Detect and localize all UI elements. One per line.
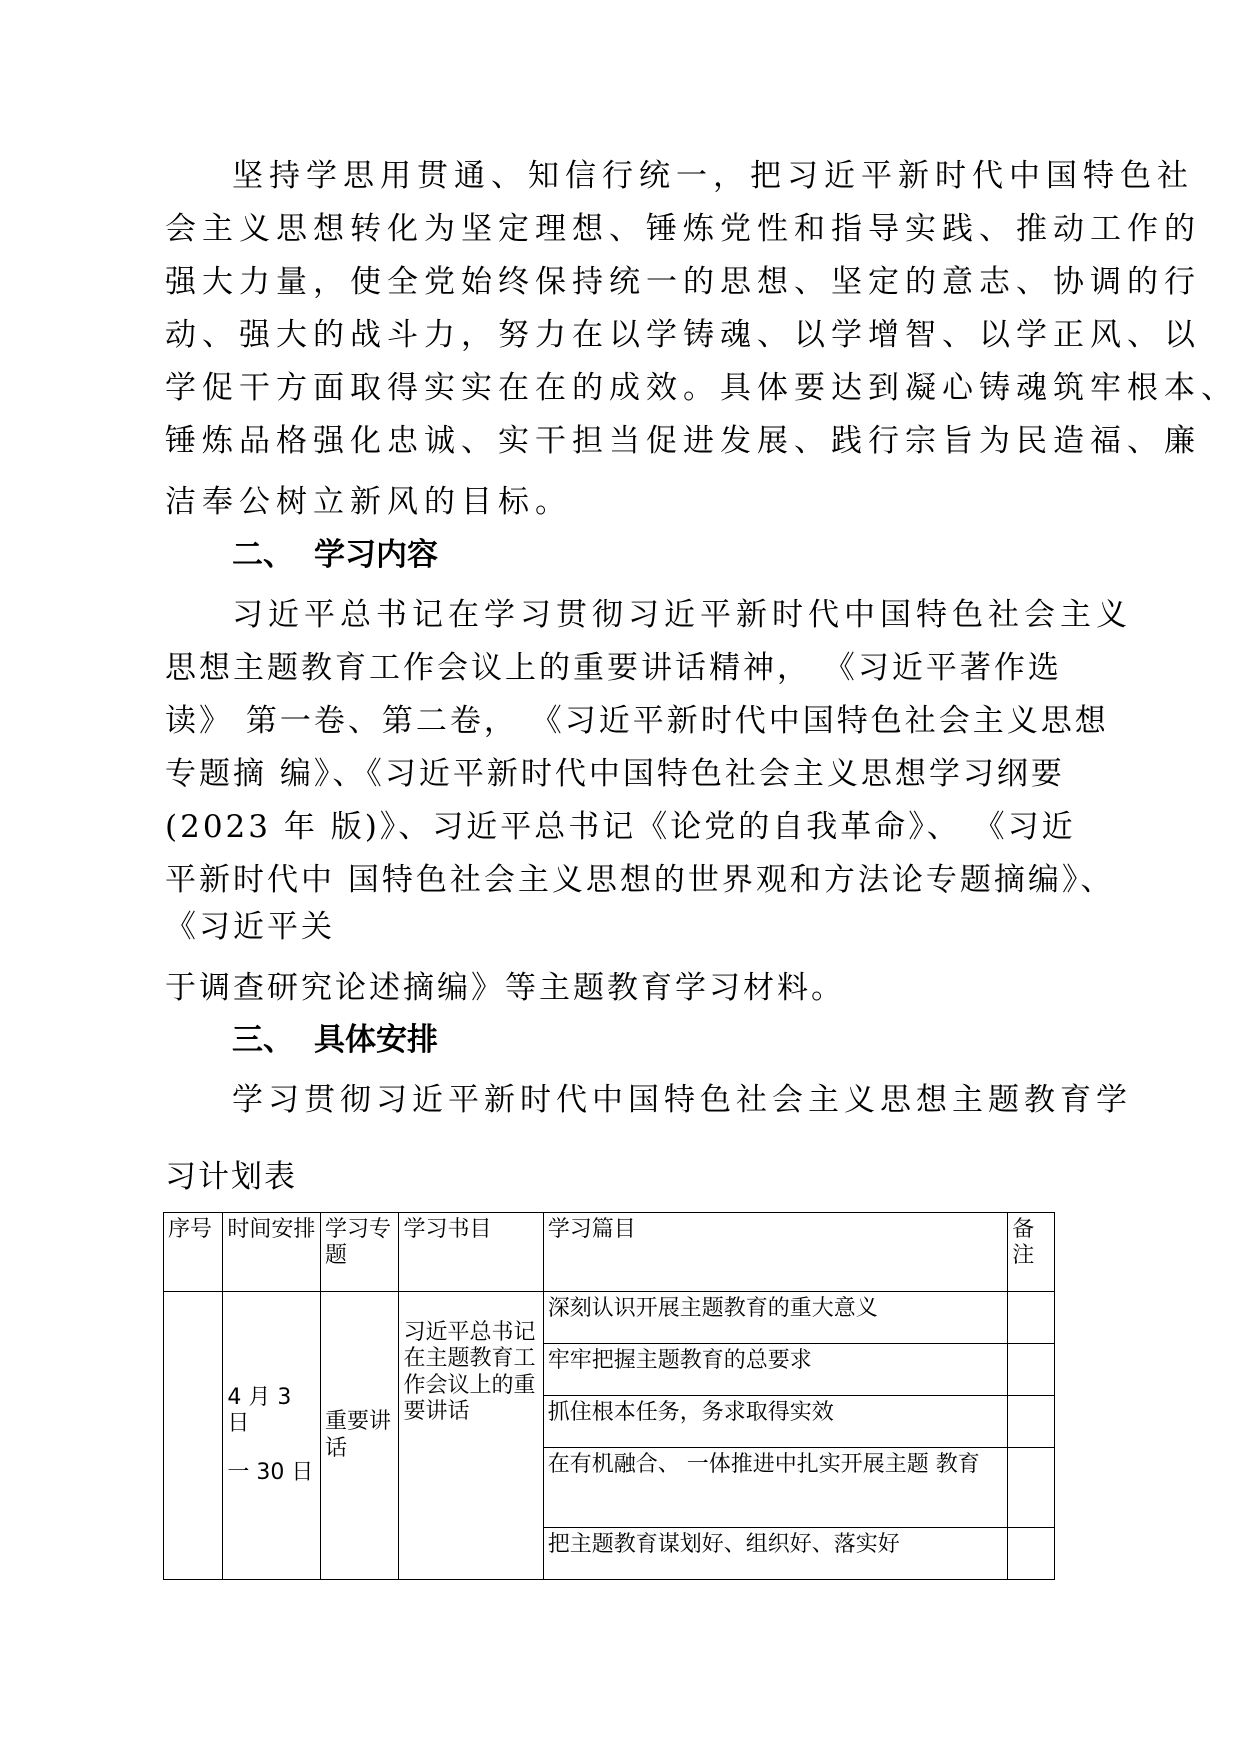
cell-remark	[1008, 1396, 1055, 1448]
cell-chapter: 抓住根本任务，务求取得实效	[543, 1396, 1008, 1448]
text-line: (2023 年 版)》、习近平总书记《论党的自我革命》、 《习近	[165, 809, 1076, 845]
text-line: 读》 第一卷、第二卷， 《习近平新时代中国特色社会主义思想	[165, 703, 1109, 739]
text-line: 洁奉公树立新风的目标。	[165, 484, 572, 520]
header-cell-time: 时间安排	[223, 1213, 321, 1292]
text-line: 学习贯彻习近平新时代中国特色社会主义思想主题教育学	[232, 1082, 1132, 1118]
cell-remark	[1008, 1344, 1055, 1396]
section-heading-arrangement	[232, 1022, 438, 1058]
header-cell-seq: 序号	[164, 1213, 223, 1292]
text-line: 会主义思想转化为坚定理想、锤炼党性和指导实践、推动工作的	[165, 211, 1201, 247]
cell-chapter: 深刻认识开展主题教育的重大意义	[543, 1292, 1008, 1344]
cell-remark	[1008, 1528, 1055, 1580]
section-title: 学习内容	[314, 537, 438, 573]
header-cell-book: 学习书目	[399, 1213, 543, 1292]
header-cell-remark: 备注	[1008, 1213, 1055, 1292]
text-line: 专题摘 编》、《习近平新时代中国特色社会主义思想学习纲要	[165, 756, 1065, 792]
cell-seq	[164, 1292, 223, 1580]
text-line: 坚持学思用贯通、知信行统一，把习近平新时代中国特色社	[232, 158, 1194, 194]
section-number: 三、	[232, 1022, 294, 1058]
section-title: 具体安排	[314, 1022, 438, 1058]
header-cell-chapter: 学习篇目	[543, 1213, 1008, 1292]
study-plan-table	[163, 1212, 1055, 1580]
text-line: 动、强大的战斗力，努力在以学铸魂、以学增智、以学正风、以	[165, 317, 1201, 353]
time-start: 4 月 3 日	[227, 1384, 292, 1437]
cell-time	[223, 1292, 321, 1580]
text-line: 习近平总书记在学习贯彻习近平新时代中国特色社会主义	[232, 597, 1132, 633]
text-line: 《习近平关	[165, 909, 335, 945]
cell-chapter: 在有机融合、 一体推进中扎实开展主题 教育	[543, 1448, 1008, 1528]
cell-chapter: 牢牢把握主题教育的总要求	[543, 1344, 1008, 1396]
text-line: 强大力量，使全党始终保持统一的思想、坚定的意志、协调的行	[165, 264, 1201, 300]
text-line: 于调查研究论述摘编》等主题教育学习材料。	[165, 970, 845, 1006]
text-line: 平新时代中 国特色社会主义思想的世界观和方法论专题摘编》、	[165, 862, 1115, 898]
header-cell-topic: 学习专题	[320, 1213, 398, 1292]
table-caption: 习计划表	[165, 1159, 297, 1195]
text-line: 锤炼品格强化忠诚、实干担当促进发展、践行宗旨为民造福、廉	[165, 423, 1201, 459]
table-row	[164, 1292, 1055, 1344]
cell-remark	[1008, 1292, 1055, 1344]
section-number: 二、	[232, 537, 294, 573]
cell-remark	[1008, 1448, 1055, 1528]
table-header-row	[164, 1213, 1055, 1292]
time-end: 一 30 日	[227, 1459, 314, 1485]
cell-topic: 重要讲 话	[320, 1292, 398, 1580]
text-line: 学促干方面取得实实在在的成效。具体要达到凝心铸魂筑牢根本、	[165, 370, 1238, 406]
cell-chapter: 把主题教育谋划好、组织好、落实好	[543, 1528, 1008, 1580]
section-heading-content	[232, 537, 438, 573]
cell-book: 习近平总书记在主题教育工作会议上的重要讲话	[399, 1292, 543, 1580]
text-line: 思想主题教育工作会议上的重要讲话精神， 《习近平著作选	[165, 650, 1062, 686]
